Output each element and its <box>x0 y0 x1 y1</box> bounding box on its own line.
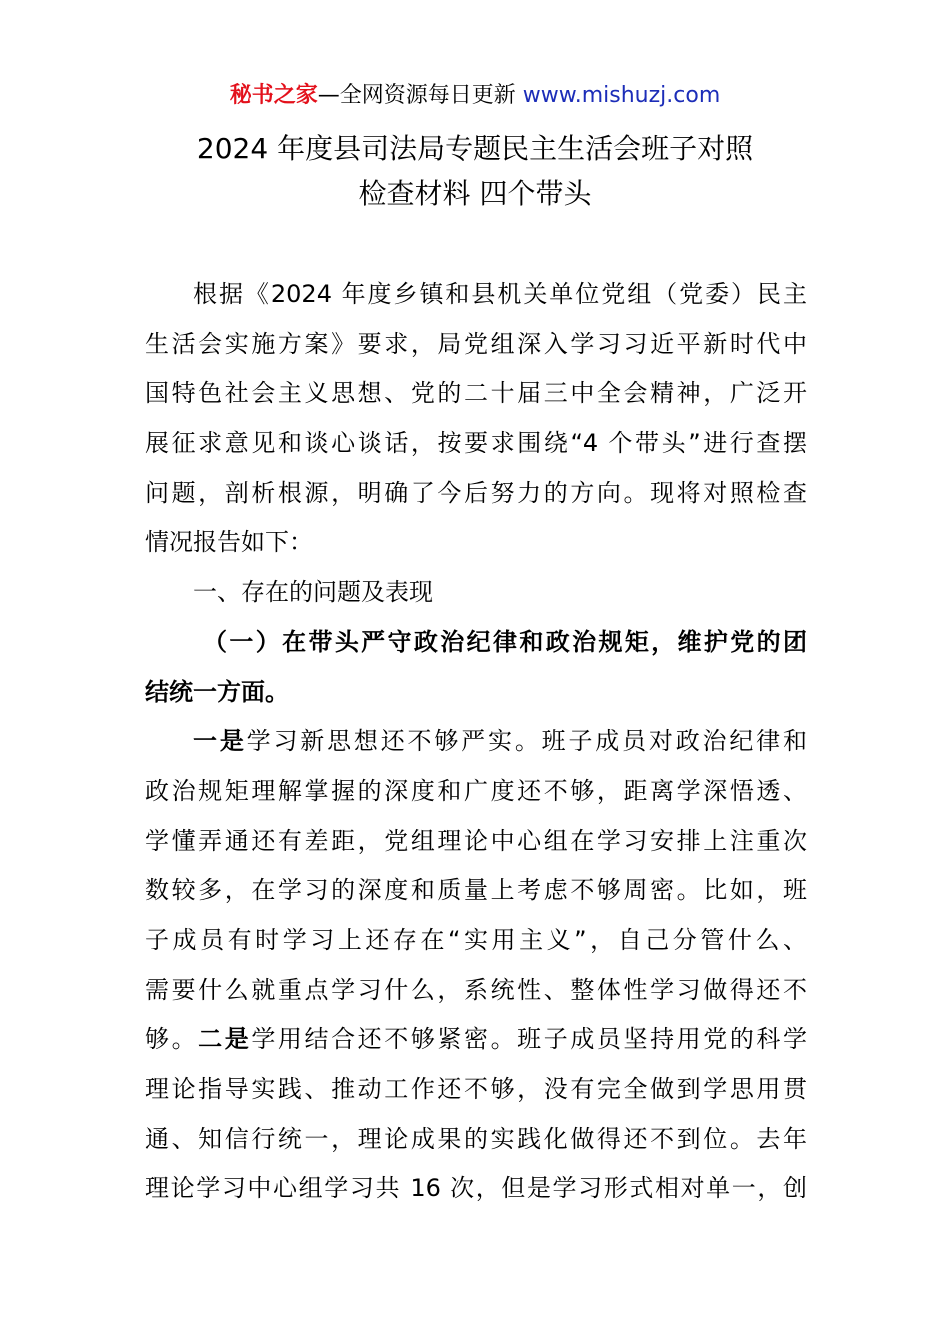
paragraph-line <box>145 717 807 767</box>
point-label: 一是 <box>193 727 247 756</box>
header-tagline: —全网资源每日更新 <box>317 83 523 108</box>
paragraph-line: 通、知信行统一，理论成果的实践化做得还不到位。去年 <box>145 1124 807 1153</box>
title-line-1: 2024 年度县司法局专题民主生活会班子对照 <box>196 132 754 165</box>
paragraph-line: 需要什么就重点学习什么，系统性、整体性学习做得还不 <box>145 975 807 1004</box>
document-title <box>0 126 950 216</box>
paragraph-line: 生活会实施方案》要求，局党组深入学习习近平新时代中 <box>145 329 807 358</box>
paragraph-line: 子成员有时学习上还存在“实用主义”，自己分管什么、 <box>145 925 807 954</box>
paragraph-line: 数较多，在学习的深度和质量上考虑不够周密。比如，班 <box>145 876 807 905</box>
paragraph-line: 理论指导实践、推动工作还不够，没有完全做到学思用贯 <box>145 1075 807 1103</box>
paragraph-line: 政治规矩理解掌握的深度和广度还不够，距离学深悟透、 <box>145 776 807 805</box>
document-body <box>145 270 807 1214</box>
paragraph-line: 学懂弄通还有差距，党组理论中心组在学习安排上注重次 <box>145 826 807 855</box>
paragraph-line <box>145 1015 807 1065</box>
section-heading: 一、存在的问题及表现 <box>193 578 433 607</box>
point-label: 二是 <box>198 1025 252 1054</box>
brand-name: 秘书之家 <box>229 83 318 108</box>
paragraph-line: 根据《2024 年度乡镇和县机关单位党组（党委）民主 <box>193 280 807 308</box>
paragraph-line: 国特色社会主义思想、党的二十届三中全会精神，广泛开 <box>145 379 807 408</box>
title-line-2: 检查材料 四个带头 <box>358 177 592 210</box>
site-url[interactable]: www.mishuzj.com <box>522 83 721 108</box>
paragraph-line: 情况报告如下： <box>145 528 313 557</box>
paragraph-line: 展征求意见和谈心谈话，按要求围绕“4 个带头”进行查摆 <box>145 429 807 458</box>
paragraph-line: 问题，剖析根源，明确了今后努力的方向。现将对照检查 <box>145 478 807 507</box>
paragraph-text: 够。 <box>145 1025 199 1054</box>
paragraph-text: 学习新思想还不够严实。班子成员对政治纪律和 <box>246 727 808 756</box>
site-header <box>0 80 950 112</box>
paragraph-line: 理论学习中心组学习共 16 次，但是学习形式相对单一，创 <box>145 1174 807 1203</box>
paragraph-text: 学用结合还不够紧密。班子成员坚持用党的科学 <box>251 1025 808 1054</box>
subsection-heading: 结统一方面。 <box>145 677 289 706</box>
subsection-heading: （一）在带头严守政治纪律和政治规矩，维护党的团 <box>203 627 807 656</box>
